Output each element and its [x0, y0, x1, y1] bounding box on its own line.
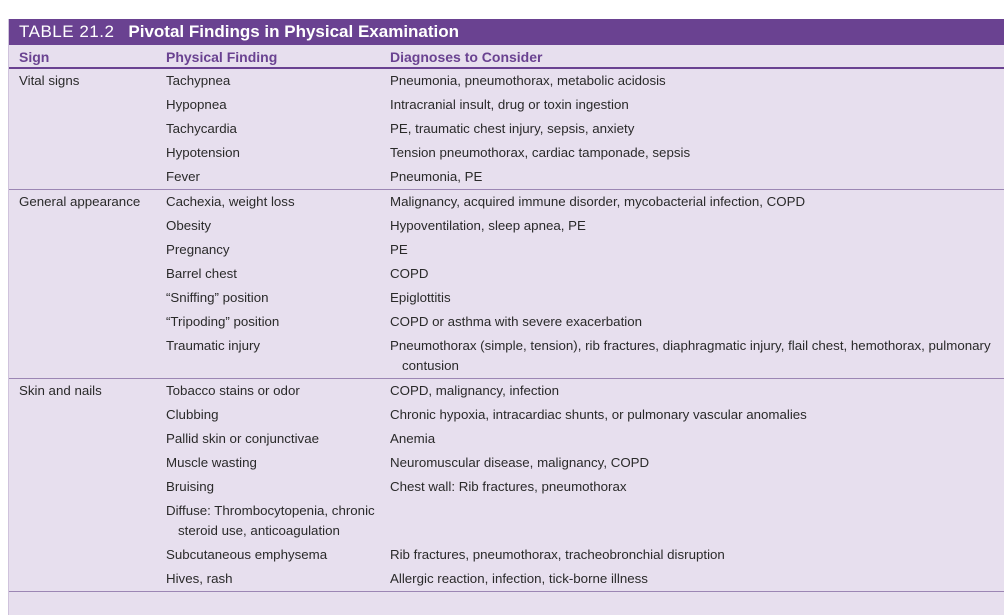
table-group [9, 190, 1004, 379]
diagnoses-cell: Anemia [390, 431, 436, 446]
table-row [9, 117, 1004, 141]
sign-cell-empty [9, 141, 166, 165]
finding-cell: Muscle wasting [166, 455, 257, 470]
table-row [9, 286, 1004, 310]
diagnoses-cell: Pneumonia, PE [390, 169, 483, 184]
diagnoses-cell: Rib fractures, pneumothorax, tracheobronchial disruption [390, 547, 725, 562]
diagnoses-cell: Chronic hypoxia, intracardiac shunts, or pulmonary vascular anomalies [390, 407, 807, 422]
finding-cell: Traumatic injury [166, 338, 261, 353]
finding-cell: “Sniffing” position [166, 290, 269, 305]
table-row [9, 543, 1004, 567]
diagnoses-cell: Hypoventilation, sleep apnea, PE [390, 218, 586, 233]
table-row [9, 334, 1004, 378]
table-label: TABLE 21.2 [19, 22, 115, 41]
diagnoses-cell: Chest wall: Rib fractures, pneumothorax [390, 479, 627, 494]
finding-cell: Pallid skin or conjunctivae [166, 431, 319, 446]
diagnoses-cell: Pneumothorax (simple, tension), rib fractures, diaphragmatic injury, flail chest, hemothorax, pulmonary contusion [390, 338, 991, 373]
findings-table [8, 19, 1004, 615]
table-title-bar [9, 19, 1004, 45]
table-row [9, 451, 1004, 475]
diagnoses-cell: PE, traumatic chest injury, sepsis, anxiety [390, 121, 635, 136]
finding-cell: Hypotension [166, 145, 240, 160]
table-row [9, 141, 1004, 165]
sign-cell-empty [9, 117, 166, 141]
finding-cell: Tobacco stains or odor [166, 383, 300, 398]
finding-cell: Tachycardia [166, 121, 237, 136]
finding-cell: Barrel chest [166, 266, 237, 281]
table-row [9, 93, 1004, 117]
diagnoses-cell [390, 499, 1004, 543]
table-row [9, 567, 1004, 591]
diagnoses-cell: Pneumonia, pneumothorax, metabolic acidosis [390, 73, 666, 88]
table-header-row [9, 45, 1004, 69]
finding-cell: Fever [166, 169, 200, 184]
table-row [9, 499, 1004, 543]
header-diagnoses: Diagnoses to Consider [390, 49, 543, 65]
sign-cell-empty [9, 427, 166, 451]
finding-cell: Bruising [166, 479, 215, 494]
table-row [9, 190, 1004, 214]
finding-cell: Subcutaneous emphysema [166, 547, 328, 562]
header-sign: Sign [19, 49, 50, 65]
sign-cell-empty [9, 451, 166, 475]
sign-cell-empty [9, 310, 166, 334]
table-row [9, 214, 1004, 238]
sign-cell: Skin and nails [19, 383, 102, 398]
finding-cell: Diffuse: Thrombocytopenia, chronic steroid use, anticoagulation [166, 503, 375, 538]
diagnoses-cell: Malignancy, acquired immune disorder, mycobacterial infection, COPD [390, 194, 806, 209]
header-finding: Physical Finding [166, 49, 278, 65]
diagnoses-cell: COPD, malignancy, infection [390, 383, 559, 398]
sign-cell-empty [9, 403, 166, 427]
table-row [9, 262, 1004, 286]
table-body [9, 69, 1004, 592]
sign-cell-empty [9, 567, 166, 591]
diagnoses-cell: PE [390, 242, 408, 257]
sign-cell-empty [9, 93, 166, 117]
table-group [9, 379, 1004, 592]
finding-cell: Clubbing [166, 407, 219, 422]
sign-cell-empty [9, 475, 166, 499]
table-row [9, 69, 1004, 93]
sign-cell-empty [9, 214, 166, 238]
diagnoses-cell: Intracranial insult, drug or toxin ingestion [390, 97, 629, 112]
diagnoses-cell: COPD [390, 266, 429, 281]
sign-cell-empty [9, 286, 166, 310]
table-row [9, 379, 1004, 403]
finding-cell: “Tripoding” position [166, 314, 280, 329]
table-row [9, 238, 1004, 262]
table-row [9, 403, 1004, 427]
table-row [9, 310, 1004, 334]
finding-cell: Hives, rash [166, 571, 233, 586]
table-group [9, 69, 1004, 190]
diagnoses-cell: Tension pneumothorax, cardiac tamponade, sepsis [390, 145, 691, 160]
sign-cell-empty [9, 238, 166, 262]
sign-cell: Vital signs [19, 73, 80, 88]
diagnoses-cell: COPD or asthma with severe exacerbation [390, 314, 643, 329]
finding-cell: Obesity [166, 218, 212, 233]
sign-cell: General appearance [19, 194, 141, 209]
sign-cell-empty [9, 334, 166, 378]
diagnoses-cell: Allergic reaction, infection, tick-borne illness [390, 571, 648, 586]
table-row [9, 475, 1004, 499]
finding-cell: Hypopnea [166, 97, 227, 112]
diagnoses-cell: Neuromuscular disease, malignancy, COPD [390, 455, 650, 470]
table-title: Pivotal Findings in Physical Examination [128, 22, 460, 41]
finding-cell: Pregnancy [166, 242, 230, 257]
finding-cell: Cachexia, weight loss [166, 194, 295, 209]
diagnoses-cell: Epiglottitis [390, 290, 451, 305]
sign-cell-empty [9, 262, 166, 286]
table-row [9, 165, 1004, 189]
table-row [9, 427, 1004, 451]
sign-cell-empty [9, 165, 166, 189]
sign-cell-empty [9, 499, 166, 543]
sign-cell-empty [9, 543, 166, 567]
finding-cell: Tachypnea [166, 73, 231, 88]
